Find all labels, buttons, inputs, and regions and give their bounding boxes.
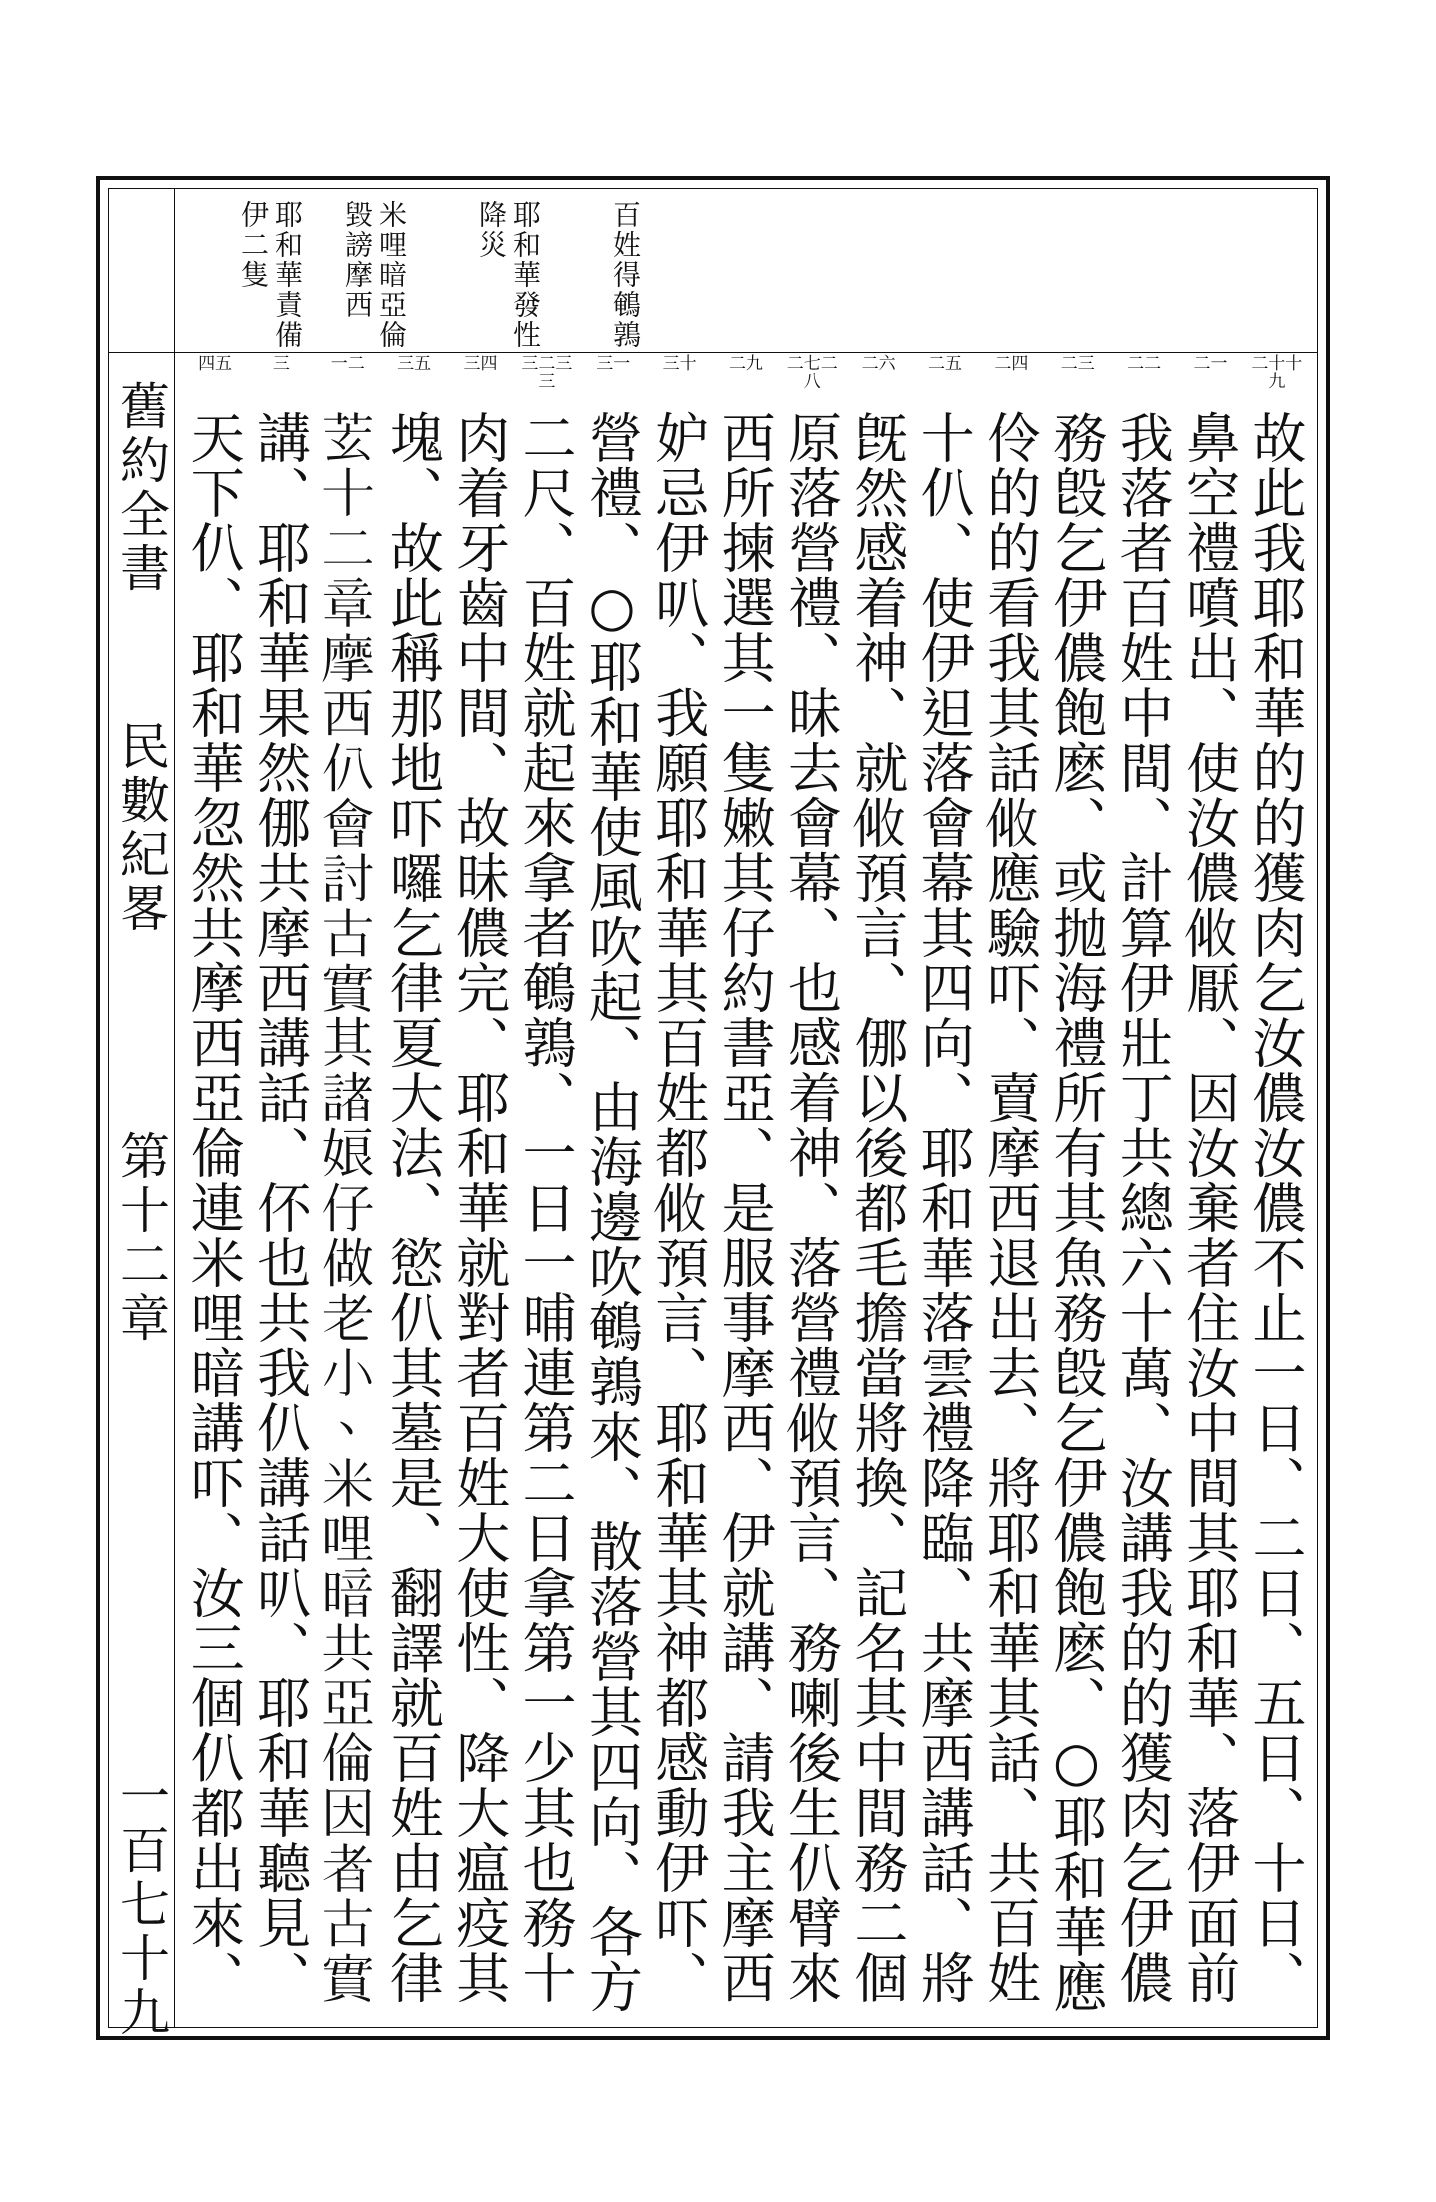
note: 耶和華發性降災 [475, 200, 542, 350]
text-column: 西所揀選其一隻嫩其仔約書亞、是服事摩西、伊就講、請我主摩西 [713, 410, 777, 2005]
text-column: 伶的的看我其話𠈅應驗吓、賣摩西退出去、將耶和華其話、共百姓 [978, 410, 1042, 2005]
text-column: 天下仈、耶和華忽然共摩西亞倫連米哩暗講吓、汝三個仈都出來、 [182, 410, 246, 2005]
verse-number: 三十 [662, 354, 697, 374]
verse-number: 一二 [330, 354, 365, 374]
verse-number: 二十十九 [1251, 354, 1303, 392]
text-column: 我落者百姓中間、計算伊壯丁共總六十萬、汝講我的的獲肉乞伊儂 [1111, 410, 1175, 2005]
verse-number: 二三 [1060, 354, 1095, 374]
book-title: 舊約全書 [112, 380, 170, 596]
text-column: 肉着牙齒中間、故昧儂完、耶和華就對者百姓大使性、降大瘟疫其 [447, 410, 511, 2005]
verse-number-row [182, 355, 1310, 409]
verse-number: 二五 [928, 354, 963, 374]
verse-number: 三二三三 [521, 354, 573, 392]
page-number: 一百七十九 [112, 1770, 170, 2040]
verse-number: 三一 [596, 354, 631, 374]
verse-number: 三五 [397, 354, 432, 374]
notes-divider [108, 352, 1318, 353]
note: 耶和華責備伊二隻 [237, 200, 304, 350]
verse-number: 二二 [1127, 354, 1162, 374]
text-column: 原落營禮、昧去會幕、也感着神、落營禮𠈅預言、務喇後生仈臂來 [779, 410, 843, 2005]
verse-number: 二一 [1193, 354, 1228, 374]
verse-number: 二九 [728, 354, 763, 374]
text-column: 務𣪘乞伊儂飽麽、或抛海禮所有其魚務𣪘乞伊儂飽麽、○耶和華應 [1044, 410, 1108, 2014]
margin-divider [174, 188, 175, 2028]
text-column: 講、耶和華果然㑚共摩西講話、伓也共我仈講話叭、耶和華聽見、 [248, 410, 312, 2005]
text-column: 塊、故此稱那地吓囉乞律夏大法、慾仈其墓是、翻譯就百姓由乞律 [381, 410, 445, 2005]
verse-number: 二六 [861, 354, 896, 374]
section-title: 民數紀畧 [112, 720, 170, 936]
text-column: 營禮、○耶和華使風吹起、由海邊吹鵪鶉來、散落營其四向、各方 [580, 410, 644, 2014]
verse-number: 三 [272, 354, 290, 374]
verse-number: 四五 [198, 354, 233, 374]
note: 米哩暗亞倫毀謗摩西 [341, 200, 408, 350]
text-column: 二尺、百姓就起來拿者鵪鶉、一日一晡連第二日拿第一少其也務十 [514, 410, 578, 2005]
text-column: 旣然感着神、就𠈅預言、㑚以後都毛擔當將換、記名其中間務二個 [845, 410, 909, 2005]
text-column: 妒忌伊叭、我願耶和華其百姓都𠈅預言、耶和華其神都感動伊吓、 [646, 410, 710, 2005]
main-text [182, 410, 1310, 2020]
verse-number: 三四 [463, 354, 498, 374]
text-column: 𦬾十二章摩西仈會討古實其諸娘仔做老小、米哩暗共亞倫因者古實 [314, 410, 378, 2005]
text-column: 故此我耶和華的的獲肉乞汝儂汝儂不止一日、二日、五日、十日、 [1244, 410, 1307, 2005]
note: 百姓得鵪鶉 [609, 200, 642, 350]
verse-number: 二七二八 [786, 354, 838, 392]
text-column: 鼻空禮噴出、使汝儂𠈅厭、因汝棄者住汝中間其耶和華、落伊面前 [1177, 410, 1241, 2005]
text-column: 十仈、使伊𨑨落會幕其四向、耶和華落雲禮降臨、共摩西講話、將 [912, 410, 976, 2005]
margin-notes [182, 200, 642, 350]
verse-number: 二四 [994, 354, 1029, 374]
chapter-label: 第十二章 [112, 1130, 170, 1346]
